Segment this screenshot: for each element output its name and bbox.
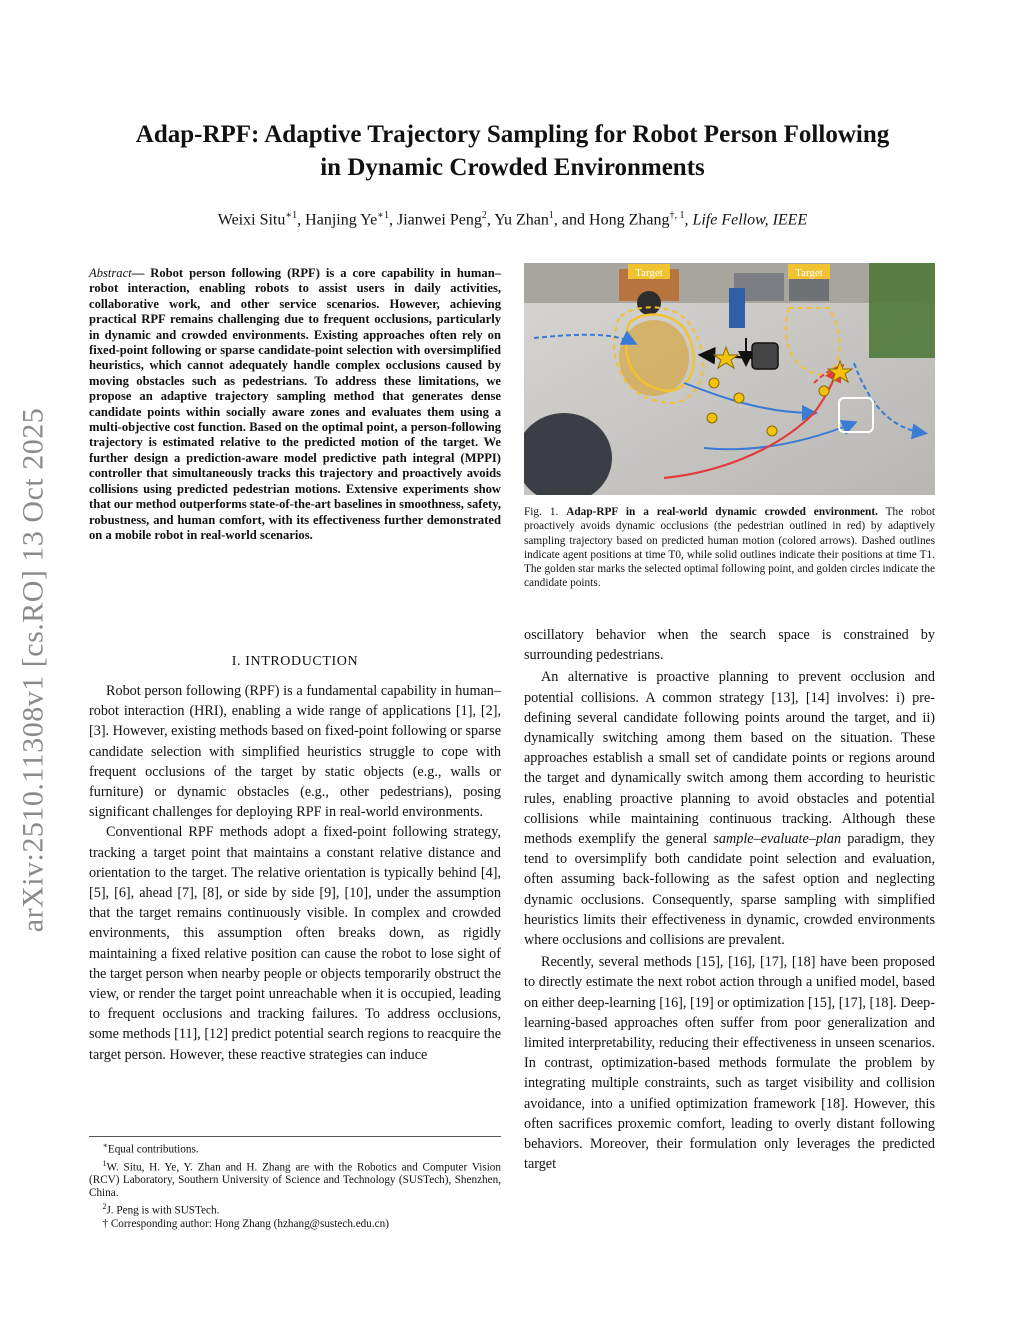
body-paragraph: oscillatory behavior when the search space is constrained by surrounding pedestrians. (524, 627, 935, 664)
intro-paragraph: Robot person following (RPF) is a fundamental capability in human–robot interaction (HRI), enabling a wide range of applications [1], [2], [3]. However, existing methods based on fixed-point following or sparse candidate selection with simplified heuristics struggle to cope with frequent occlusions of the target by static objects (e.g., walls or furniture) or dynamic obstacles (e.g., other pedestrians), posing significant challenges for deploying RPF in real-world environments. (89, 683, 501, 821)
author-1-affil: ∗1 (285, 210, 298, 221)
body-paragraph: Recently, several methods [15], [16], [17], [18] have been proposed to directly estimate the next robot action through a unified model, based on either deep-learning [16], [19] or optimization [15], [17], [18]. Deep-learning-based approaches often suffer from poor generalization and limited interpretability, reducing their effectiveness in unseen scenarios. In contrast, optimization-based methods formulate the problem by integrating multiple constraints, such as target visibility and collision avoidance, into a unified optimization framework [18]. However, this often sacrifices proxemic comfort, leading to overly distant following behaviors. Moreover, their formulation only leverages the predicted target (524, 954, 935, 1173)
abstract-lead: Abstract (89, 266, 132, 280)
author-2: Hanjing Ye (305, 211, 378, 229)
right-pedestrian (729, 288, 745, 328)
right-column-text (524, 625, 935, 1176)
figure-1-illustration (524, 263, 935, 495)
caption-title: Adap-RPF in a real-world dynamic crowded environment. (566, 506, 878, 518)
target-pedestrian (619, 320, 689, 396)
section-heading-introduction: I. INTRODUCTION (231, 654, 359, 669)
caption-label: Fig. 1. (524, 506, 559, 518)
robot-icon (752, 343, 778, 369)
author-3-affil: 2 (481, 210, 487, 221)
author-1: Weixi Situ (217, 211, 286, 229)
paper-title (90, 118, 935, 184)
target-label-right: Target (795, 267, 823, 279)
title-line-2: in Dynamic Crowded Environments (320, 154, 705, 181)
intro-paragraph: Conventional RPF methods adopt a fixed-point following strategy, tracking a target point that maintains a constant relative distance and orientation to the target. The relative orientation is typically behind [4], [5], [6], ahead [7], [8], or side by side [9], [10], under the assumption that the target remains continuously visible. In complex and crowded environments, this assumption often breaks down, as rigidly maintaining a fixed relative position can cause the robot to lose sight of the target person when nearby people or objects temporarily obstruct the view, or render the target point unreachable when it is occupied, leading to frequent occlusions and tracking failures. To address occlusions, some methods [11], [12] predict potential search regions to reacquire the target person. However, these reactive strategies can induce (89, 824, 501, 1063)
candidate-point (767, 426, 777, 436)
plant (869, 263, 935, 358)
candidate-point (707, 413, 717, 423)
footnote-equal-contrib: ∗Equal contributions. (102, 1141, 199, 1156)
footnote-corresponding: † Corresponding author: Hong Zhang (hzhang@sustech.edu.cn) (102, 1218, 389, 1231)
footnotes (89, 1136, 501, 1231)
candidate-point (709, 378, 719, 388)
author-3: Jianwei Peng (396, 211, 482, 229)
caption-body: The robot proactively avoids dynamic occlusions (the pedestrian outlined in red) by adaptively sampling trajectory based on predicted human motion (colored arrows). Dashed outlines indicate agent positions at time T0, while solid outlines indicate their positions at time T1. The golden star marks the selected optimal following point, and golden circles indicate the candidate points. (524, 506, 935, 590)
introduction-text (89, 681, 501, 1065)
title-line-1: Adap-RPF: Adaptive Trajectory Sampling for Robot Person Following (135, 121, 890, 148)
author-list: Weixi Situ$^{∗1}$, Hanjing $Ye^{∗1}$, Jianwei Peng$^2$, Yu Zhan$^1$, and Hong Zhang$^{\dagger, 1}$, Life Fellow, IEEE (217, 210, 808, 229)
author-fellow: Life Fellow, IEEE (692, 211, 808, 229)
candidate-point (734, 393, 744, 403)
footnote-affiliation-1: $^1$W. Situ, H. Ye, Y. Zhan and H. Zhang are with the Robotics and Computer Vision (RCV) Laboratory, Southern University of Science and Technology (SUSTech), Shenzhen, China. (89, 1158, 501, 1200)
author-4: Yu Zhan (494, 211, 549, 229)
paradigm-emphasis: sample–evaluate–plan (713, 831, 842, 848)
figure-1-caption (524, 505, 935, 591)
target-head (637, 291, 661, 315)
author-2-affil: ∗1 (377, 210, 389, 221)
arxiv-stamp (8, 370, 58, 970)
target-label-left: Target (635, 267, 663, 279)
abstract-text: — Robot person following (RPF) is a core capability in human–robot interaction, enabling robots to assist users in daily activities, collaborative work, and other service scenarios. However, achieving practical RPF remains challenging due to frequent occlusions, particularly in dynamic and crowded environments. Existing approaches often rely on fixed-point following or sparse candidate-point selection with oversimplified heuristics, which cannot adequately handle complex occlusions caused by moving obstacles such as pedestrians. To address these limitations, we propose an adaptive trajectory sampling method that generates dense candidate points within socially aware zones and evaluates them using a multi-objective cost function. Based on the optimal point, a person-following trajectory is estimated relative to the predicted motion of the target. We further design a prediction-aware model predictive path integral (MPPI) controller that simultaneously tracks this trajectory and proactively avoids collisions using predicted pedestrian motions. Extensive experiments show that our method outperforms state-of-the-art baselines in smoothness, safety, robustness, and human comfort, with its effectiveness further demonstrated on a mobile robot in real-world scenarios. (89, 266, 501, 542)
figure-1-photo (524, 263, 935, 495)
author-4-affil: 1 (548, 210, 554, 221)
abstract (89, 266, 501, 543)
author-5-affil: †, 1 (669, 210, 685, 221)
candidate-point (819, 386, 829, 396)
body-paragraph: An alternative is proactive planning to prevent occlusion and potential collisions. A common strategy [13], [14] involves: i) pre-defining several candidate following points around the target, and ii) dynamically switching among them based on the situation. These approaches establish a small set of candidate points or regions around the target and dynamically switch among them according to heuristic rules, enabling proactive planning to avoid obstacles and potential collisions while maintaining continuous tracking. Although these methods exemplify the general sample–evaluate–plan paradigm, they tend to oversimplify both candidate point selection and evaluation, often assuming back-following as the safest option and neglecting dynamic occlusions. Consequently, sparse sampling with simplified heuristics limits their effectiveness in dynamic, crowded environments where occlusions and collisions are prevalent. (524, 669, 935, 949)
author-5: and Hong Zhang (561, 211, 670, 229)
footnote-affiliation-2: $^2$J. Peng is with SUSTech. (102, 1202, 220, 1218)
arxiv-id: arXiv:2510.11308v1 [cs.RO] 13 Oct 2025 (16, 407, 49, 933)
